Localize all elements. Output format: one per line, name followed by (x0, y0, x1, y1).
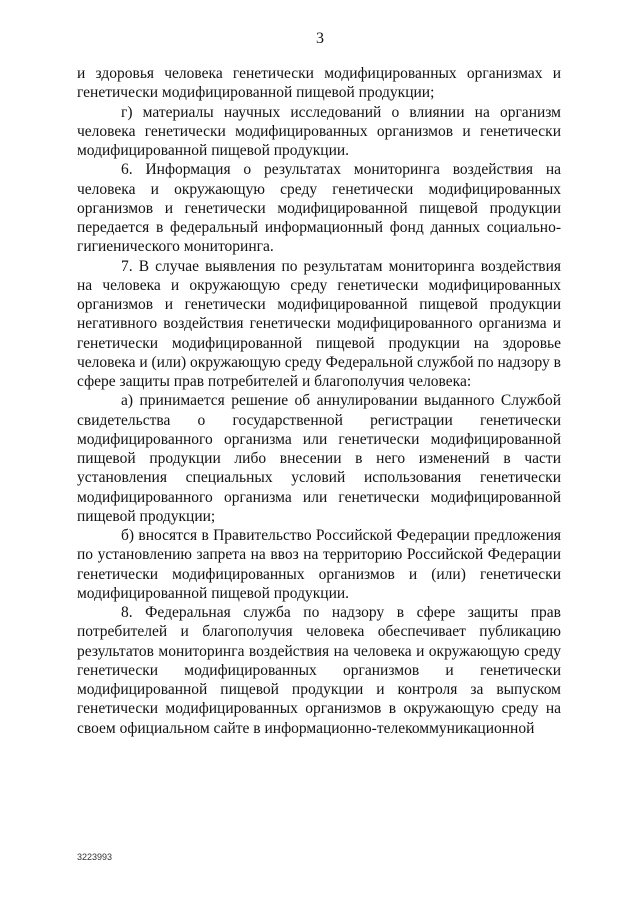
paragraph-item-g: г) материалы научных исследований о влиянии на организм человека генетически модифицированных организмов и генетически модифицированной пищевой продукции. (77, 103, 561, 159)
page-number: 3 (316, 30, 324, 47)
paragraph-7: 7. В случае выявления по результатам мониторинга воздействия на человека и окружающую среду генетически модифицированных организмов и генетически модифицированной пищевой продукции негативного воздействия генетически модифицированного организма и генетически модифицированной пищевой продукции на здоровье человека и (или) окружающую среду Федеральной службой по надзору в сфере защиты прав потребителей и благополучия человека: (77, 257, 561, 390)
paragraph-item-a: а) принимается решение об аннулировании выданного Службой свидетельства о государственной регистрации генетически модифицированного организма или генетически модифицированной пищевой продукции либо внесении в него изменений в части установления специальных условий использования генетически модифицированного организма или генетически модифицированной пищевой продукции; (77, 392, 561, 525)
paragraph-item-b: б) вносятся в Правительство Российской Федерации предложения по установлению запрета на ввоз на территорию Российской Федерации генетически модифицированных организмов и (или) генетически модифицированной пищевой продукции. (77, 527, 561, 602)
paragraph-continuation: и здоровья человека генетически модифицированных организмах и генетически модифицированной пищевой продукции; (77, 65, 561, 102)
paragraph-6: 6. Информация о результатах мониторинга воздействия на человека и окружающую среду генетически модифицированных организмов и генетически модифицированной пищевой продукции передается в федеральный информационный фонд данных социально-гигиенического мониторинга. (77, 161, 561, 256)
document-id: 3223993 (77, 852, 113, 862)
paragraph-8: 8. Федеральная служба по надзору в сфере защиты прав потребителей и благополучия человека обеспечивает публикацию результатов мониторинга воздействия на человека и окружающую среду генетически модифицированных организмов и генетически модифицированной пищевой продукции и контроля за выпуском генетически модифицированных организмов в окружающую среду на своем официальном сайте в информационно-телекоммуникационной (77, 604, 561, 737)
document-body (77, 64, 561, 738)
